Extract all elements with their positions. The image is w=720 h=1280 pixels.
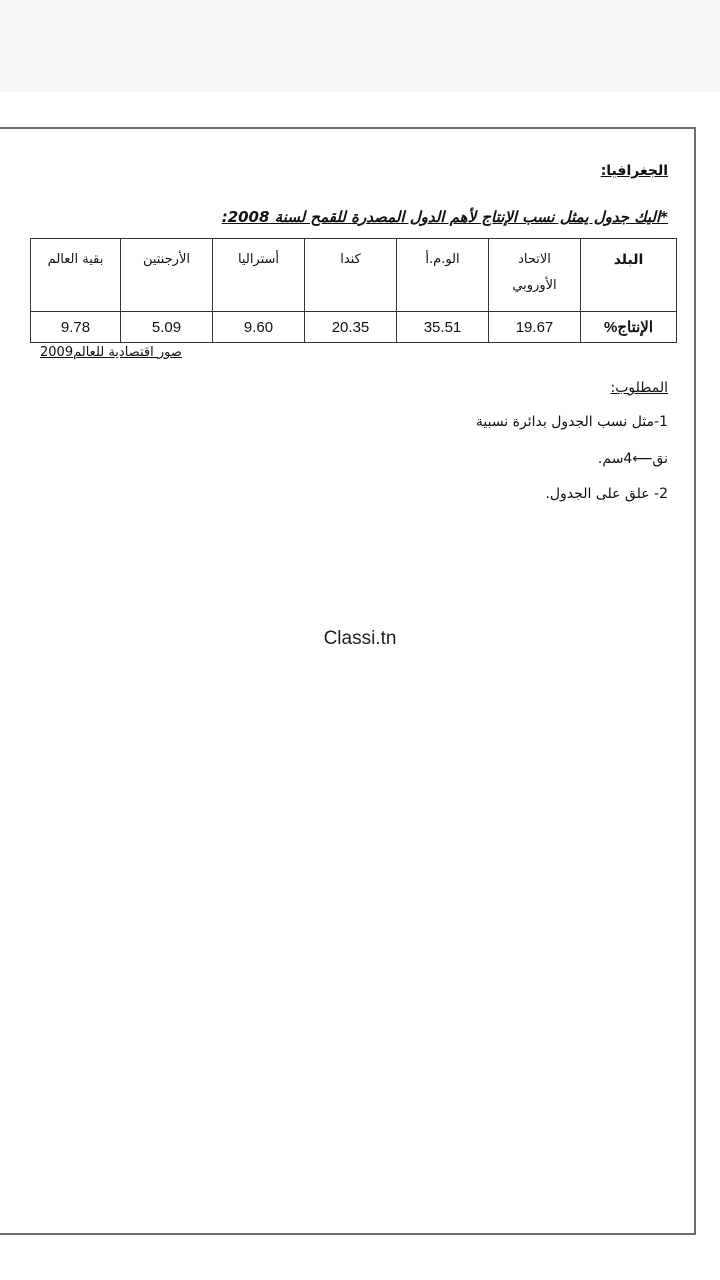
required-heading: المطلوب: <box>610 380 668 396</box>
top-margin <box>0 0 720 92</box>
value-cell: 35.51 <box>397 312 489 343</box>
country-cell <box>489 239 581 312</box>
subject-heading: الجغرافيا: <box>600 163 668 179</box>
value-cell: 9.78 <box>31 312 121 343</box>
task-item: 2- علق على الجدول. <box>545 486 668 502</box>
country-cell <box>31 239 121 312</box>
task-item: نق⟵4سم. <box>597 451 668 467</box>
table-header-row <box>31 239 677 312</box>
value-cell: 19.67 <box>489 312 581 343</box>
value-cell: 9.60 <box>213 312 305 343</box>
watermark-text: Classi.tn <box>323 628 397 649</box>
source-citation: صور اقتصادية للعالم2009 <box>40 345 182 360</box>
country-name: كندا <box>340 252 361 267</box>
country-name: الو.م.أ <box>425 252 460 267</box>
value-cell: 20.35 <box>305 312 397 343</box>
country-cell <box>305 239 397 312</box>
values-label-cell: الإنتاج% <box>581 312 677 343</box>
country-name-line2: الأوروبي <box>512 278 557 293</box>
country-name: أستراليا <box>237 252 280 267</box>
table-intro: *اليك جدول يمثل نسب الإنتاج لأهم الدول المصدرة للقمح لسنة 2008: <box>221 208 668 226</box>
country-name: الاتحاد <box>518 252 551 267</box>
header-label-cell: البلد <box>581 239 677 312</box>
country-name: بقية العالم <box>47 252 104 267</box>
task-item: 1-مثل نسب الجدول بدائرة نسبية <box>475 414 668 430</box>
country-cell <box>213 239 305 312</box>
table-values-row <box>31 312 677 343</box>
country-cell <box>397 239 489 312</box>
wheat-production-table <box>30 238 677 343</box>
country-name: الأرجنتين <box>142 252 190 267</box>
value-cell: 5.09 <box>121 312 213 343</box>
country-cell <box>121 239 213 312</box>
